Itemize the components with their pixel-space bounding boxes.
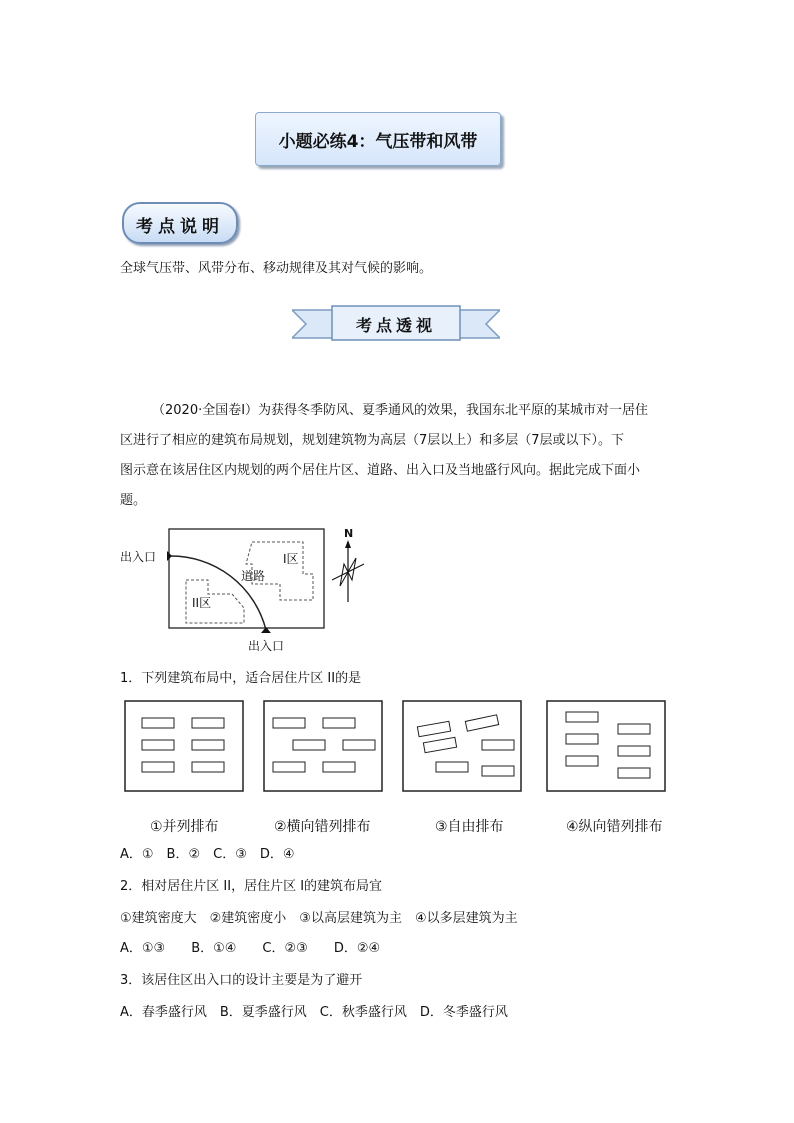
q2-options: A．①③ B．①④ C．②③ D．②④ [120,941,381,956]
intro-line-1: （2020·全国卷Ⅰ）为获得冬季防风、夏季通风的效果，我国东北平原的某城市对一居住 [152,403,649,418]
intro-line-2: 区进行了相应的建筑布局规划，规划建筑物为高层（7层以上）和多层（7层或以下）。下 [120,433,625,448]
layout-caption-1: ①并列排布 [150,819,219,835]
badge-label: 考点说明 [136,217,224,237]
q2-items: ①建筑密度大 ②建筑密度小 ③以高层建筑为主 ④以多层建筑为主 [120,911,518,926]
ribbon-label: 考点透视 [355,316,436,335]
layout-1-parallel [124,700,244,792]
layout-3-free [402,700,522,792]
layout-caption-4: ④纵向错列排布 [566,819,663,835]
layout-caption-2: ②横向错列排布 [274,819,371,835]
map-road-label: 道路 [241,569,266,583]
map-zone2-label: II区 [192,596,212,610]
section-description: 全球气压带、风带分布、移动规律及其对气候的影响。 [120,261,433,276]
page-title: 小题必练4：气压带和风带 [278,132,478,152]
layout-caption-3: ③自由排布 [435,819,504,835]
map-entrance-top: 出入口 [120,550,157,564]
q1-stem: 1．下列建筑布局中，适合居住片区 II的是 [120,671,362,686]
intro-line-4: 题。 [120,493,147,508]
q2-stem: 2．相对居住片区 II，居住片区 I的建筑布局宜 [120,879,383,894]
intro-line-3: 图示意在该居住区内规划的两个居住片区、道路、出入口及当地盛行风向。据此完成下面小 [120,463,641,478]
layout-2-horizontal-staggered [263,700,383,792]
map-zone1-label: I区 [283,552,299,566]
map-entrance-bottom: 出入口 [248,639,285,653]
q1-options: A．① B．② C．③ D．④ [120,847,295,862]
residential-map [120,520,380,655]
q3-stem: 3．该居住区出入口的设计主要是为了避开 [120,973,363,988]
q3-options: A．春季盛行风 B．夏季盛行风 C．秋季盛行风 D．冬季盛行风 [120,1005,508,1020]
title-banner [255,112,501,166]
layout-4-vertical-staggered [546,700,666,792]
section-badge [122,202,238,244]
map-north-label: N [344,527,354,540]
